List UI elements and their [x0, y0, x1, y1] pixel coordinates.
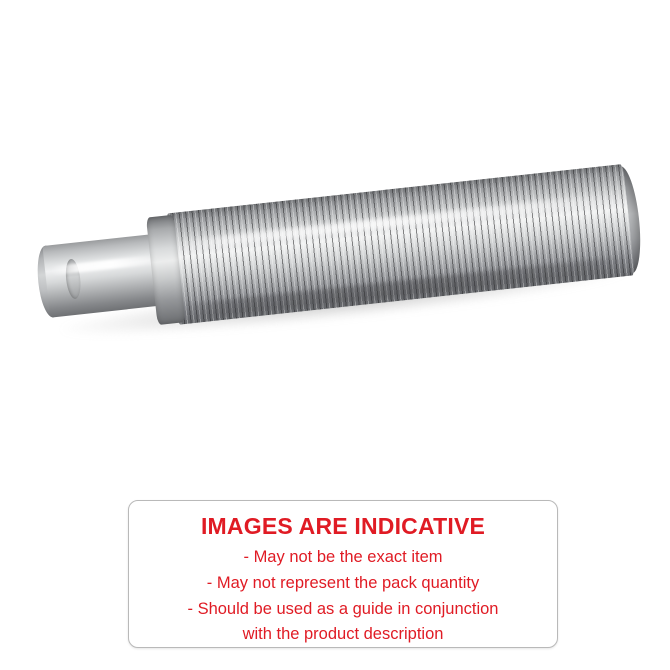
notice-headline: IMAGES ARE INDICATIVE — [200, 513, 486, 539]
notice-line-3: - Should be used as a guide in conjunction — [187, 599, 499, 618]
notice-line-4: with the product description — [242, 625, 444, 644]
indicative-image-notice — [128, 500, 558, 648]
notice-line-1: - May not be the exact item — [243, 548, 443, 567]
notice-line-2: - May not represent the pack quantity — [206, 574, 480, 592]
